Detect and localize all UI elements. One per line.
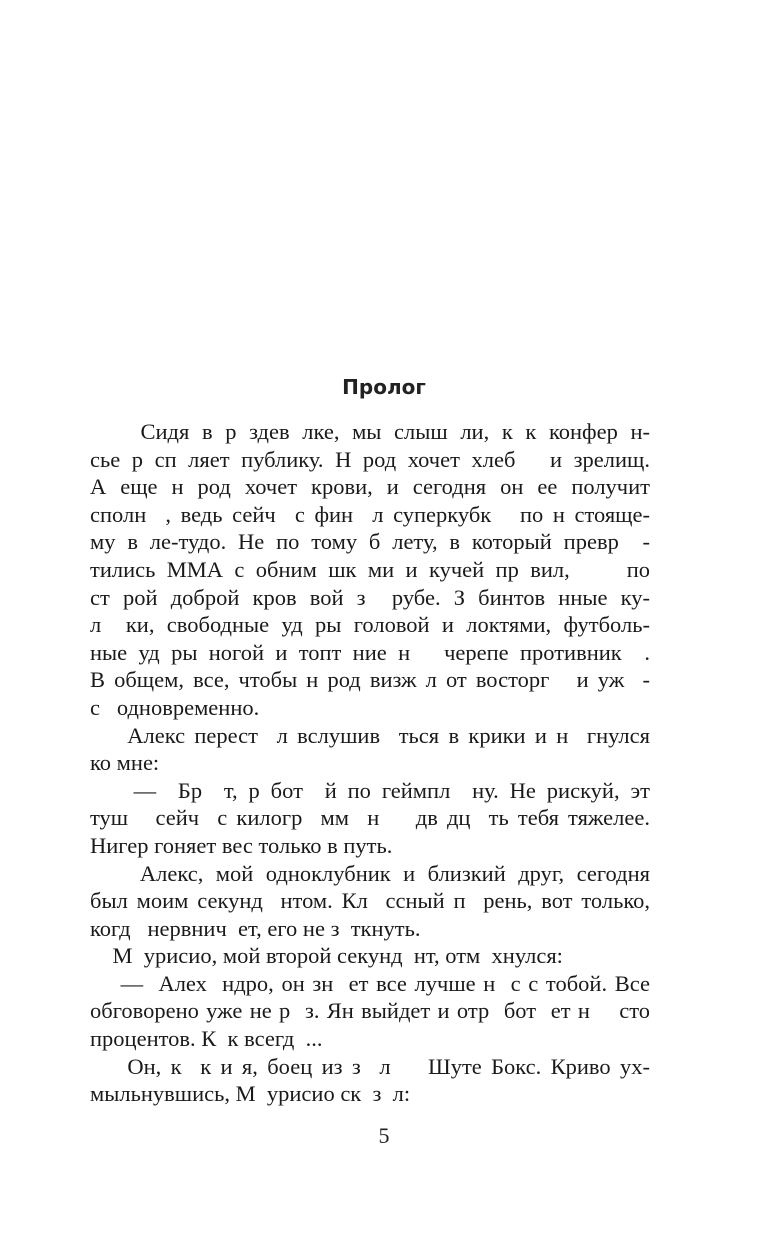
text-line: туш сейч с килогр мм н дв дц ть тебя тяжелее.: [90, 805, 650, 831]
body-text: [90, 418, 650, 1108]
text-line: В общем, все, чтобы н род визж л от восторг и уж -: [90, 667, 650, 693]
text-line: сье р сп ляет публику. Н род хочет хлеб и зрелищ.: [90, 446, 650, 472]
text-line: тились ММА с обним шк ми и кучей пр вил, по: [90, 556, 650, 582]
chapter-title: Пролог: [342, 375, 426, 399]
text-line: Он, к к и я, боец из з л Шуте Бокс. Криво ух-: [90, 1053, 650, 1079]
text-line: Алекс перест л вслушив ться в крики и н гнулся: [90, 722, 650, 748]
text-line: ко мне:: [90, 750, 160, 776]
text-line: обговорено уже не р з. Ян выйдет и отр бот ет н сто: [90, 998, 650, 1024]
text-line: А еще н род хочет крови, и сегодня он ее получит: [90, 474, 650, 500]
text-line: сполн , ведь сейч с фин л суперкубк по н стояще-: [90, 501, 650, 527]
text-line: — Алех ндро, он зн ет все лучше н с с тобой. Все: [90, 970, 650, 996]
text-line: мыльнувшись, М урисио ск з л:: [90, 1081, 411, 1107]
text-line: ные уд ры ногой и топт ние н черепе противник .: [90, 639, 650, 665]
text-line: Алекс, мой одноклубник и близкий друг, сегодня: [90, 860, 650, 886]
page-number: 5: [378, 1123, 390, 1148]
text-line: л ки, свободные уд ры головой и локтями, футболь-: [90, 612, 650, 638]
text-line: — Бр т, р бот й по геймпл ну. Не рискуй, эт: [90, 777, 650, 803]
text-line: когд нервнич ет, его не з ткнуть.: [90, 915, 421, 941]
text-line: М урисио, мой второй секунд нт, отм хнулся:: [90, 943, 563, 969]
text-line: процентов. К к всегд ...: [90, 1026, 323, 1052]
text-line: был моим секунд нтом. Кл ссный п рень, вот только,: [90, 888, 650, 914]
text-line: Нигер гоняет вес только в путь.: [90, 832, 393, 858]
text-line: Сидя в р здев лке, мы слыш ли, к к конфер н-: [90, 419, 650, 444]
text-line: с одновременно.: [90, 694, 260, 720]
text-line: ст рой доброй кров вой з рубе. З бинтов нные ку-: [90, 584, 650, 610]
text-line: му в ле-тудо. Не по тому б лету, в который превр -: [90, 529, 650, 555]
